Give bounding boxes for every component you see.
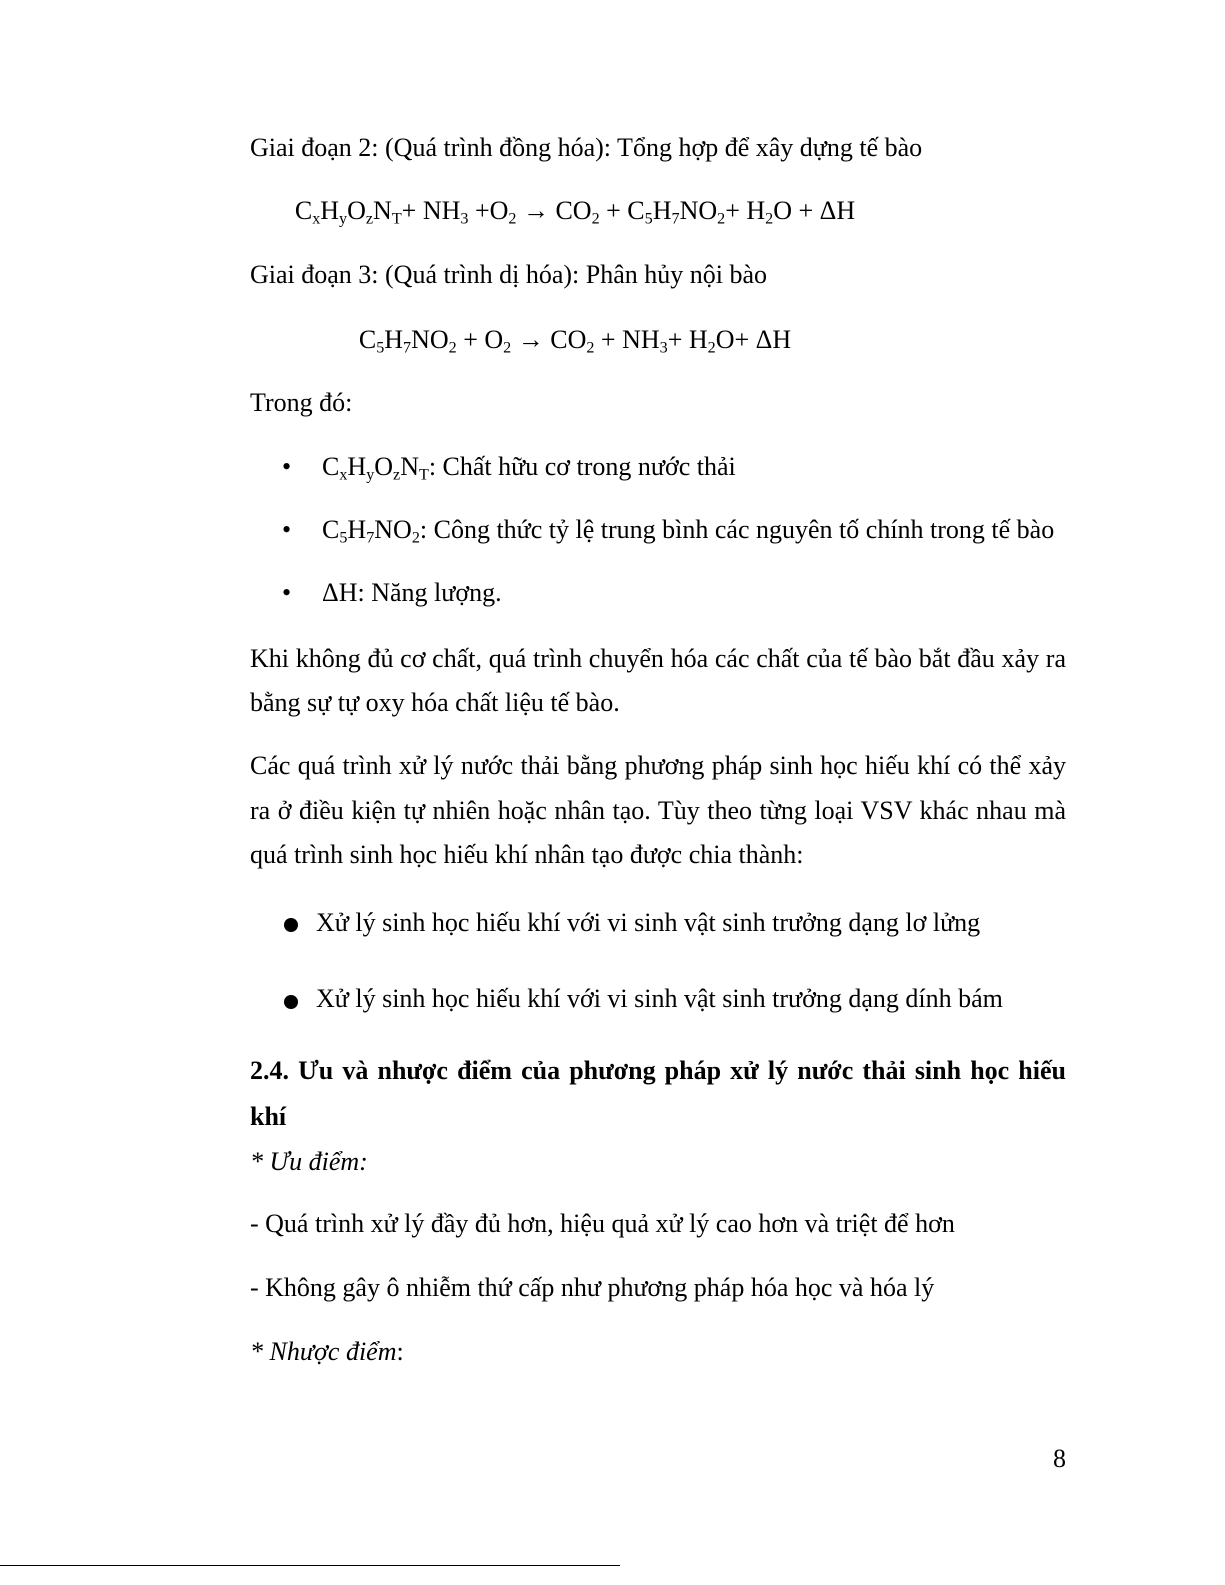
paragraph-processes-line-1: Các quá trình xử lý nước thải bằng phương pháp sinh học hiếu khí có thể xảy [250, 751, 1066, 780]
aerobic-suspended-growth: Xử lý sinh học hiếu khí với vi sinh vật sinh trưởng dạng lơ lửng [316, 908, 981, 937]
paragraph-substrate-line-2: bằng sự tự oxy hóa chất liệu tế bào. [250, 688, 620, 717]
advantage-item: - Không gây ô nhiễm thứ cấp như phương pháp hóa học và hóa lý [250, 1273, 935, 1302]
definition-organic-matter: $C_xH_yO_zN_T$: Chất hữu cơ trong nước thải [322, 452, 736, 484]
bullet-dot-icon [284, 918, 298, 932]
equation-assimilation: $C_xH_yO_zN_T+ NH_3 +O_2 \to CO_2 + C_5H_7NO_2+ H_2O + \Delta H$ [294, 196, 856, 228]
definition-cell-formula: $C_5H_7NO_2$: Công thức tỷ lệ trung bình các nguyên tố chính trong tế bào [322, 515, 1055, 547]
bullet-icon: • [282, 578, 292, 607]
paragraph-substrate-line-1: Khi không đủ cơ chất, quá trình chuyển hóa các chất của tế bào bắt đầu xảy ra [250, 644, 1066, 673]
section-heading-line-2: khí [250, 1102, 287, 1131]
page-number: 8 [1053, 1444, 1066, 1473]
stage3-heading: Giai đoạn 3: (Quá trình dị hóa): Phân hủy nội bào [250, 260, 768, 289]
advantages-label: * Ưu điểm: [250, 1147, 368, 1176]
equation-dissimilation: $C_5H_7NO_2 + O_2 \to CO_2 + NH_3+ H_2O+ \Delta H$ [358, 325, 792, 357]
disadvantages-label: * Nhược điểm: [250, 1337, 404, 1366]
footer-divider [0, 1565, 620, 1566]
aerobic-attached-growth: Xử lý sinh học hiếu khí với vi sinh vật sinh trưởng dạng dính bám [316, 984, 1003, 1013]
where-label: Trong đó: [250, 388, 353, 417]
bullet-icon: • [282, 452, 292, 481]
section-heading-line-1: 2.4. Ưu và nhược điểm của phương pháp xử lý nước thải sinh học hiếu [250, 1056, 1066, 1085]
bullet-dot-icon [284, 995, 298, 1009]
paragraph-processes-line-2: ra ở điều kiện tự nhiên hoặc nhân tạo. Tùy theo từng loại VSV khác nhau mà [250, 796, 1066, 825]
advantage-item: - Quá trình xử lý đầy đủ hơn, hiệu quả xử lý cao hơn và triệt để hơn [250, 1209, 955, 1238]
stage2-heading: Giai đoạn 2: (Quá trình đồng hóa): Tổng hợp để xây dựng tế bào [250, 133, 923, 162]
definition-energy: ΔH: Năng lượng. [322, 578, 502, 607]
bullet-icon: • [282, 515, 292, 544]
paragraph-processes-line-3: quá trình sinh học hiếu khí nhân tạo được chia thành: [250, 840, 804, 869]
